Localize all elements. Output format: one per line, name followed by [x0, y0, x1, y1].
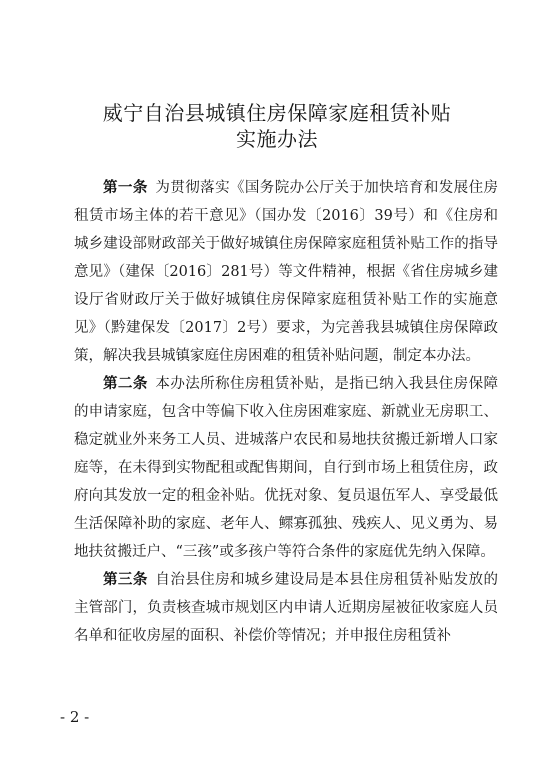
page-number: - 2 -: [60, 708, 90, 726]
article-3: [74, 566, 498, 650]
article-1-label: 第一条: [103, 180, 148, 196]
article-2-label: 第二条: [103, 376, 148, 392]
article-1: [74, 174, 498, 370]
article-3-label: 第三条: [103, 572, 148, 588]
article-1-text: 为贯彻落实《国务院办公厅关于加快培育和发展住房租赁市场主体的若干意见》（国办发〔2016〕39号）和《住房和城乡建设部财政部关于做好城镇住房保障家庭租赁补贴工作的指导意见》（建保〔2016〕281号）等文件精神，根据《省住房城乡建设厅省财政厅关于做好城镇住房保障家庭租赁补贴工作的实施意见》（黔建保发〔2017〕2号）要求，为完善我县城镇住房保障政策，解决我县城镇家庭住房困难的租赁补贴问题，制定本办法。: [74, 180, 499, 364]
document-title-line2: 实施办法: [236, 127, 318, 151]
document-title-line1: 威宁自治县城镇住房保障家庭租赁补贴: [102, 101, 452, 125]
document-body: [74, 174, 498, 650]
article-2-text: 本办法所称住房租赁补贴，是指已纳入我县住房保障的申请家庭，包含中等偏下收入住房困难家庭、新就业无房职工、稳定就业外来务工人员、进城落户农民和易地扶贫搬迁新增人口家庭等，在未得到实物配租或配售期间，自行到市场上租赁住房，政府向其发放一定的租金补贴。优抚对象、复员退伍军人、享受最低生活保障补助的家庭、老年人、鳏寡孤独、残疾人、见义勇为、易地扶贫搬迁户、“三孩”或多孩户等符合条件的家庭优先纳入保障。: [74, 376, 499, 560]
article-2: [74, 370, 498, 566]
article-3-text: 自治县住房和城乡建设局是本县住房租赁补贴发放的主管部门，负责核查城市规划区内申请人近期房屋被征收家庭人员名单和征收房屋的面积、补偿价等情况；并申报住房租赁补: [74, 572, 499, 644]
